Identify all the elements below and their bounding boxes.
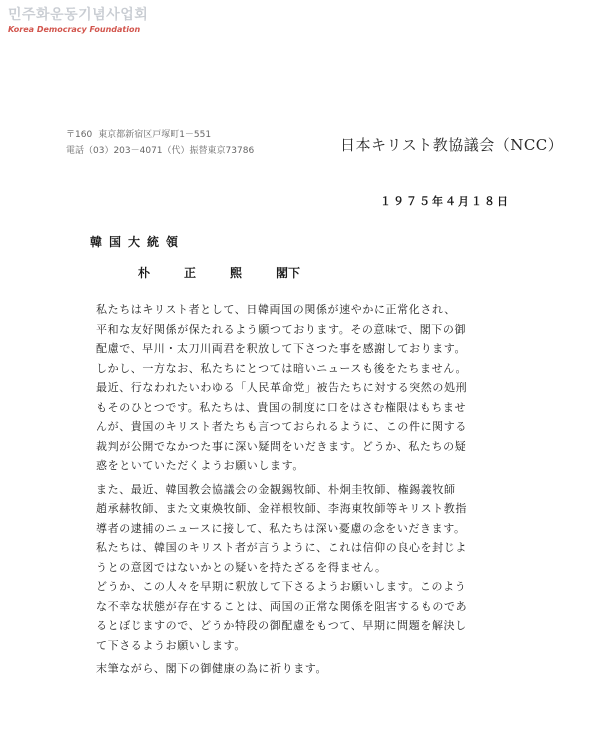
body-line: もそのひとつです。私たちは、貴国の制度に口をはさむ権限はもちませ	[96, 400, 467, 414]
watermark-english: Korea Democracy Foundation	[8, 25, 141, 34]
name-char-3: 熙	[230, 266, 243, 280]
postal-code: 〒160	[66, 130, 93, 140]
paragraph-5	[96, 659, 506, 679]
body-line: うとの意図ではないかとの疑いを持たざるを得ません。	[96, 560, 387, 574]
body-line: 平和な友好関係が保たれるよう願つております。その意味で、閣下の御	[96, 322, 467, 336]
letter-body	[96, 300, 506, 679]
letter-date: １９７５年４月１８日	[380, 195, 510, 208]
body-line: 最近、行なわれたいわゆる「人民革命党」被告たちに対する突然の処刑	[96, 381, 468, 394]
body-line: な不幸な状態が存在することは、両国の正常な関係を阻害するものであ	[96, 599, 468, 613]
addressee-name	[138, 264, 300, 281]
body-line: 惑をといていただくようお願いします。	[96, 459, 304, 472]
body-line: 私たちは、韓国のキリスト者が言うように、これは信仰の良心を封じよ	[96, 541, 467, 554]
address-line-2	[66, 143, 260, 159]
name-char-1: 朴	[138, 266, 151, 280]
body-line: どうか、この人々を早期に釈放して下さるようお願いします。このよう	[96, 580, 467, 593]
street-address: 東京都新宿区戸塚町1－551	[98, 130, 212, 140]
body-line: 導者の逮捕のニュースに接して、私たちは深い憂慮の念をいだきます。	[96, 521, 466, 535]
body-line: 配慮で、早川・太刀川両君を釈放して下さつた事を感謝しております。	[96, 342, 467, 355]
watermark-korean: 민주화운동기념사업회	[8, 7, 149, 23]
body-line: また、最近、韓国教会協議会の金観錫牧師、朴炯圭牧師、権錫義牧師	[96, 482, 456, 496]
body-line: 趙承赫牧師、また文東煥牧師、金祥根牧師、李海東牧師等キリスト教指	[96, 502, 467, 515]
letterhead-address	[66, 127, 260, 159]
body-line: て下さるようお願いします。	[96, 638, 246, 652]
addressee-title: 韓国大統領	[90, 235, 186, 249]
body-line: るとぼじますので、どうか特段の御配慮をもつて、早期に問題を解決し	[96, 619, 467, 632]
body-line: んが、貴国のキリスト者たちも言つておられるように、この件に関する	[96, 420, 467, 433]
paragraph-1	[96, 300, 506, 359]
address-line-1	[66, 127, 260, 143]
organization-name: 日本キリスト教協議会（NCC）	[340, 136, 564, 154]
name-char-2: 正	[184, 266, 197, 280]
phone-number: 電話（03）203－4071（代）振替東京73786	[66, 146, 255, 156]
paragraph-2	[96, 359, 506, 476]
body-line: 裁判が公開でなかつた事に深い疑問をいだきます。どうか、私たちの疑	[96, 439, 467, 453]
body-line: 私たちはキリスト者として、日韓両国の関係が速やかに正常化され、	[96, 303, 456, 316]
watermark-logo	[8, 4, 148, 34]
paragraph-4	[96, 577, 506, 655]
body-line: 末筆ながら、閣下の御健康の為に祈ります。	[96, 662, 328, 675]
paragraph-3	[96, 480, 506, 578]
honorific: 閣下	[276, 266, 301, 280]
body-line: しかし、一方なお、私たちにとつては暗いニュースも後をたちません。	[96, 361, 468, 375]
